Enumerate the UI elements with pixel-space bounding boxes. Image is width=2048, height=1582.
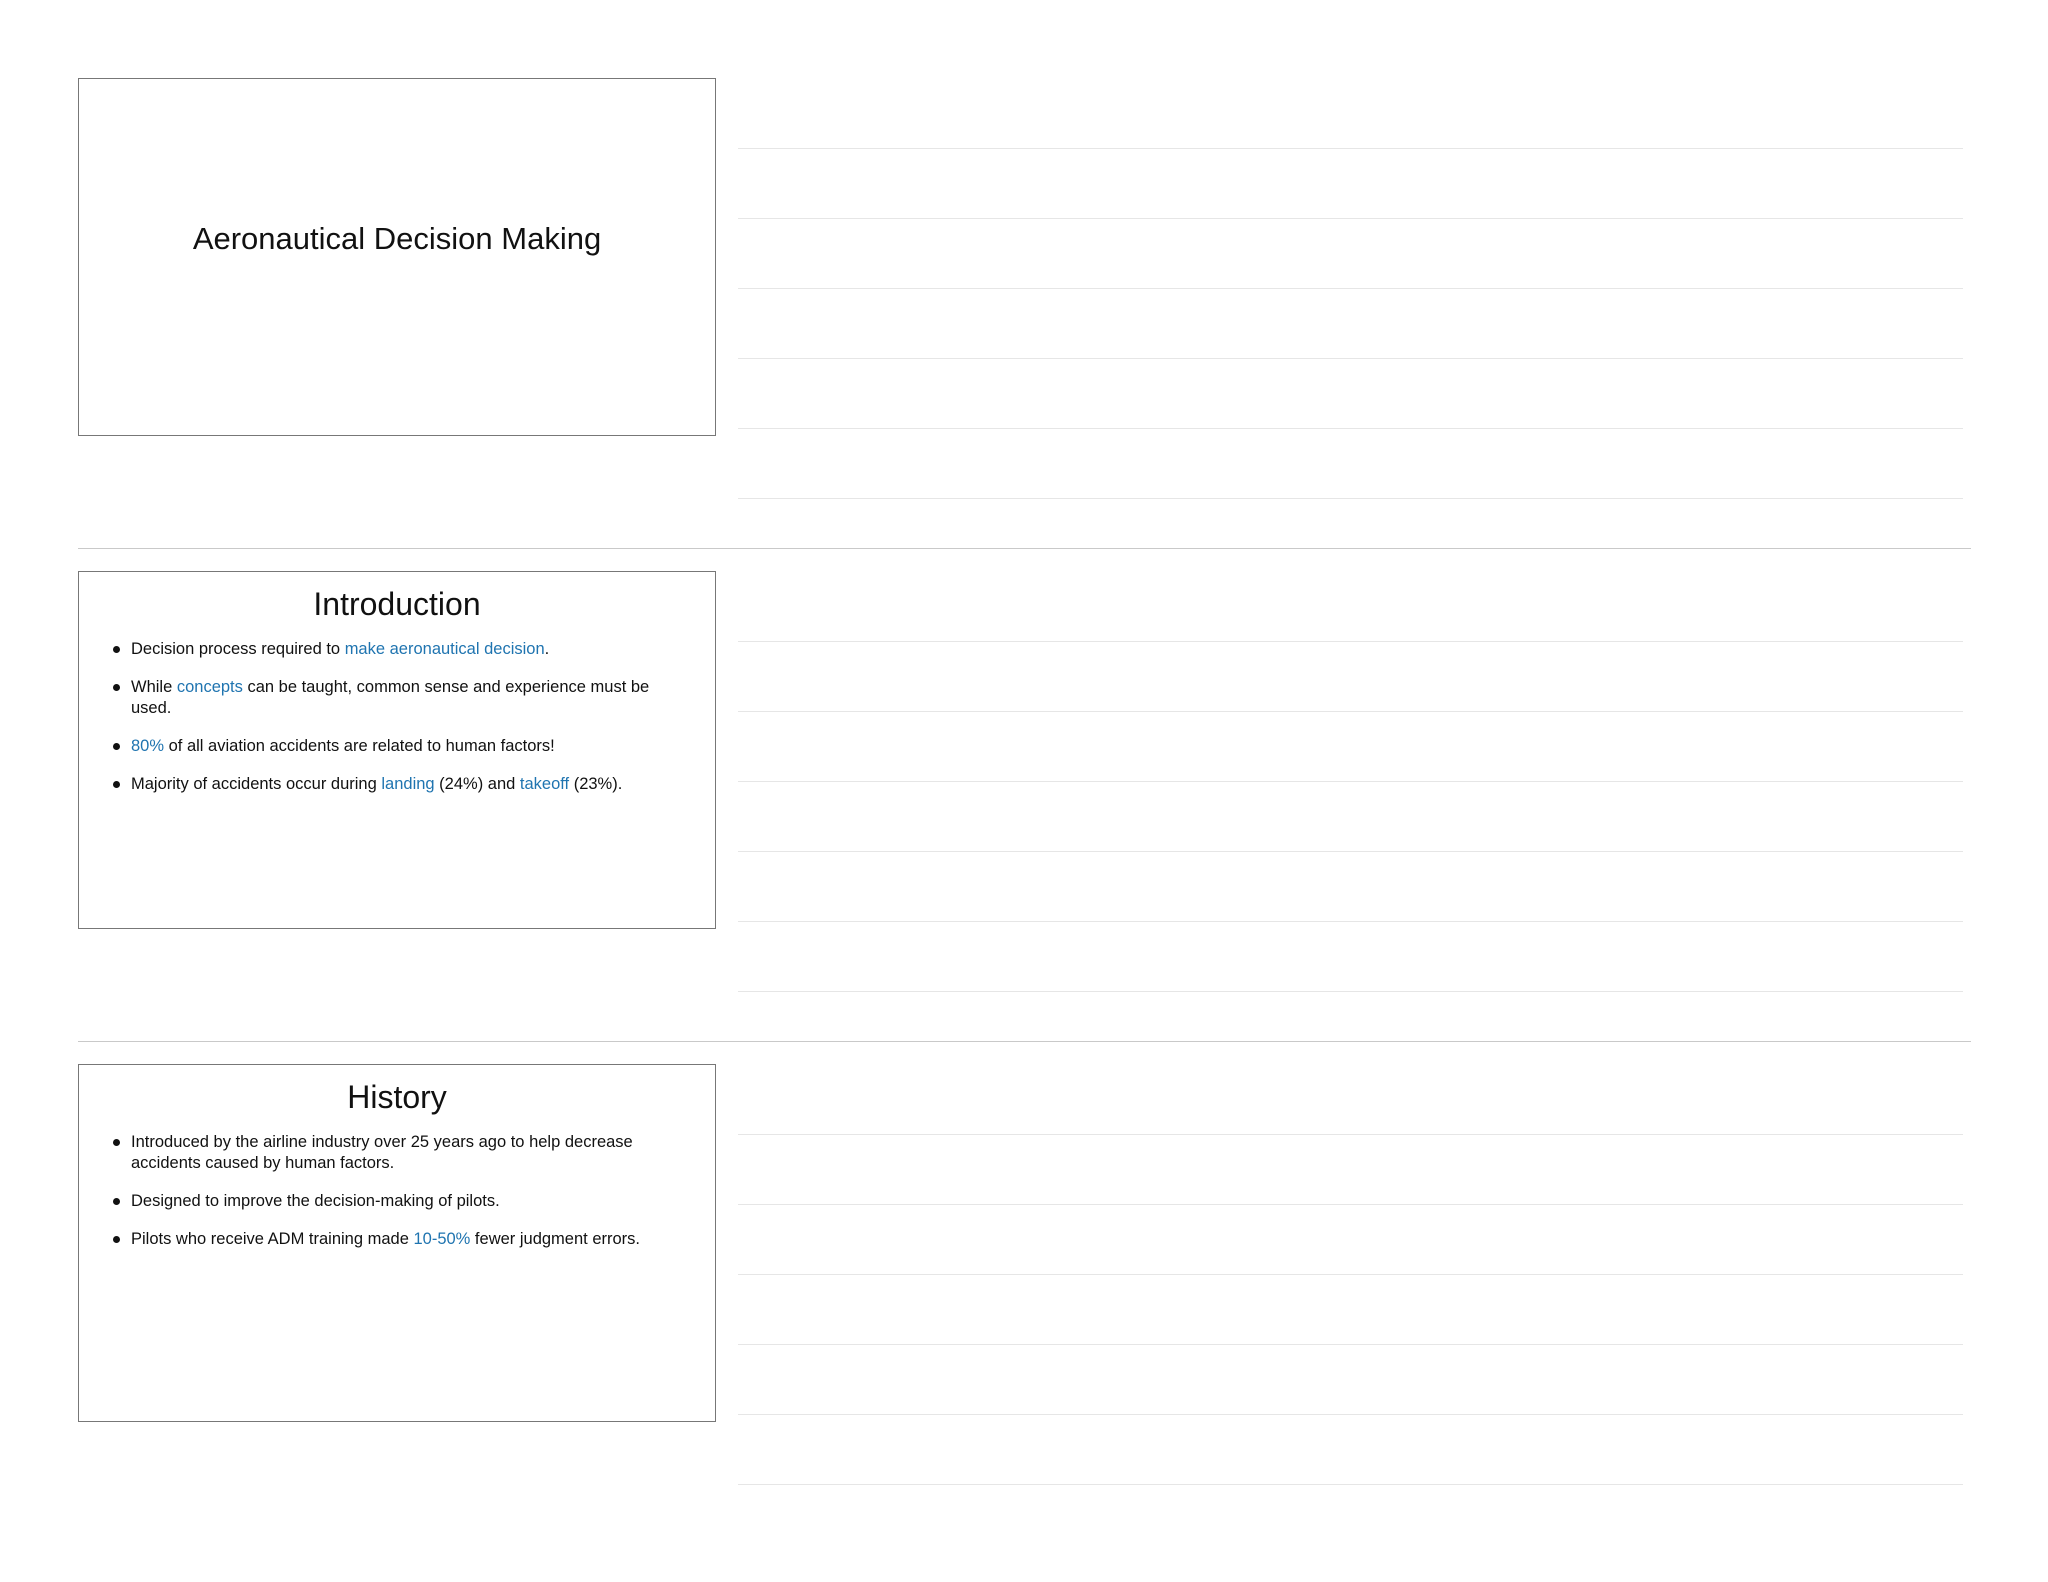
bullet-list — [79, 639, 715, 795]
note-line — [738, 148, 1963, 149]
note-line — [738, 218, 1963, 219]
note-line — [738, 1484, 1963, 1485]
slide-3 — [78, 1064, 716, 1422]
slide-heading: History — [347, 1079, 447, 1115]
note-line — [738, 641, 1963, 642]
note-line — [738, 711, 1963, 712]
note-line — [738, 1204, 1963, 1205]
note-line — [738, 851, 1963, 852]
note-line — [738, 1414, 1963, 1415]
bullet-item — [131, 1229, 675, 1250]
note-line — [738, 428, 1963, 429]
bullet-item — [131, 1132, 675, 1174]
bullet-list — [79, 1132, 715, 1250]
bullet-text: Introduced by the airline industry over 25 years ago to help decrease accidents caused by human factors. — [131, 1133, 633, 1172]
highlighted-text: 10-50% — [413, 1230, 471, 1248]
bullet-item — [131, 639, 675, 660]
bullet-text: (24%) and — [434, 775, 520, 793]
highlighted-text: make aeronautical decision — [344, 640, 545, 658]
bullet-text: (23%). — [569, 775, 623, 793]
bullet-item — [131, 736, 675, 757]
section-divider — [78, 548, 1971, 549]
note-line — [738, 1344, 1963, 1345]
note-line — [738, 498, 1963, 499]
slide-1 — [78, 78, 716, 436]
bullet-text: can be taught, common sense and experience must be used. — [131, 678, 650, 717]
highlighted-text: 80% — [131, 737, 165, 755]
slide-title: Aeronautical Decision Making — [192, 221, 602, 256]
slide-2 — [78, 571, 716, 929]
note-line — [738, 288, 1963, 289]
bullet-text: Decision process required to — [131, 640, 345, 658]
highlighted-text: takeoff — [519, 775, 570, 793]
note-line — [738, 991, 1963, 992]
bullet-text: of all aviation accidents are related to human factors! — [164, 737, 555, 755]
bullet-text: Designed to improve the decision-making of pilots. — [131, 1192, 500, 1210]
note-line — [738, 921, 1963, 922]
note-line — [738, 1274, 1963, 1275]
highlighted-text: concepts — [176, 678, 243, 696]
bullet-item — [131, 1191, 675, 1212]
bullet-text: While — [131, 678, 177, 696]
bullet-text: Pilots who receive ADM training made — [131, 1230, 414, 1248]
bullet-text: Majority of accidents occur during — [131, 775, 382, 793]
section-divider — [78, 1041, 1971, 1042]
bullet-text: fewer judgment errors. — [470, 1230, 640, 1248]
note-line — [738, 358, 1963, 359]
note-line — [738, 1134, 1963, 1135]
highlighted-text: landing — [381, 775, 435, 793]
bullet-item — [131, 774, 675, 795]
note-line — [738, 781, 1963, 782]
bullet-text: . — [544, 640, 550, 658]
slide-heading: Introduction — [313, 586, 481, 622]
bullet-item — [131, 677, 675, 719]
